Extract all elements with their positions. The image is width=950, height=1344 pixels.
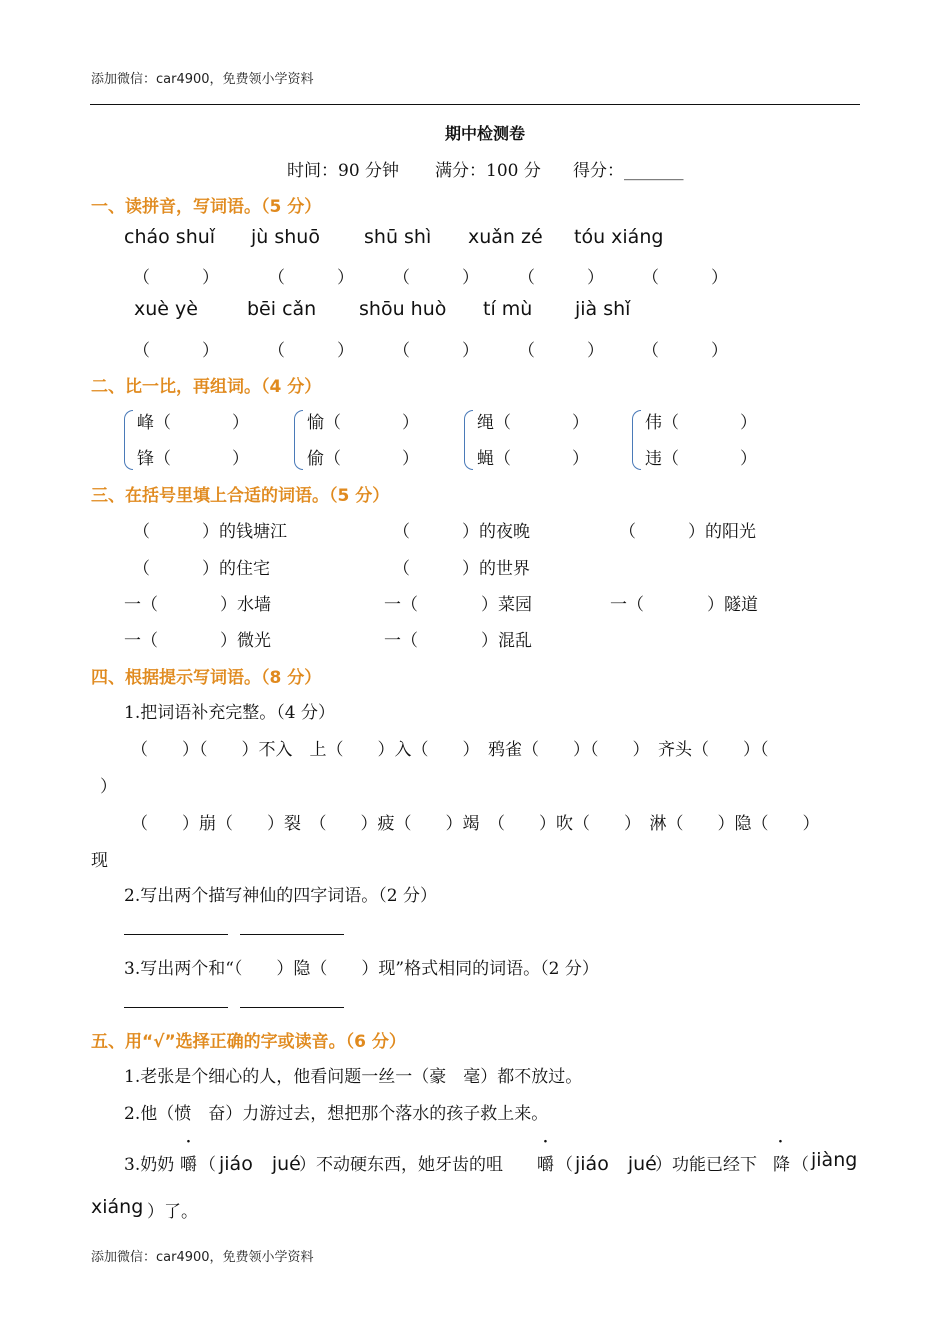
answer-blank[interactable] bbox=[124, 1007, 228, 1008]
close-paren: ） bbox=[587, 268, 604, 288]
header-rule bbox=[90, 104, 860, 105]
q53-char: 降 bbox=[773, 1155, 790, 1175]
fill-paren: 一（ bbox=[384, 631, 418, 651]
fill-text: ）的世界 bbox=[462, 559, 530, 579]
fill-text: ）隧道 bbox=[707, 595, 758, 615]
pinyin-7: bēi cǎn bbox=[247, 298, 317, 320]
q53-text: （ bbox=[556, 1155, 573, 1175]
open-paren: （ bbox=[393, 341, 410, 361]
idiom-line-1: （ ）（ ）不入 上（ ）入（ ） 鸦雀（ ）（ ） 齐头（ ）（ bbox=[131, 740, 769, 760]
pinyin-2: jù shuō bbox=[251, 226, 320, 248]
compare-close: ） bbox=[232, 449, 249, 469]
fill-paren: （ bbox=[393, 522, 410, 542]
emphasis-dot: · bbox=[543, 1134, 548, 1150]
fill-paren: （ bbox=[393, 559, 410, 579]
answer-blank[interactable] bbox=[240, 934, 344, 935]
question-4-2: 2.写出两个描写神仙的四字词语。（2 分） bbox=[124, 886, 437, 906]
compare-top: 伟（ bbox=[645, 413, 679, 433]
close-paren: ） bbox=[337, 268, 354, 288]
close-paren: ） bbox=[202, 268, 219, 288]
open-paren: （ bbox=[268, 341, 285, 361]
open-paren: （ bbox=[642, 268, 659, 288]
compare-close: ） bbox=[402, 449, 419, 469]
close-paren: ） bbox=[202, 341, 219, 361]
idiom-line-2-wrap: 现 bbox=[91, 851, 108, 871]
info-full: 满分：100 分 bbox=[435, 161, 541, 181]
q53-text: 3.奶奶 bbox=[124, 1155, 175, 1175]
close-paren: ） bbox=[462, 268, 479, 288]
pinyin-8: shōu huò bbox=[359, 298, 447, 320]
section4-heading: 四、根据提示写词语。（8 分） bbox=[91, 668, 322, 688]
compare-top: 峰（ bbox=[137, 413, 171, 433]
question-5-1: 1.老张是个细心的人，他看问题一丝一（豪 毫）都不放过。 bbox=[124, 1067, 583, 1087]
answer-blank[interactable] bbox=[124, 934, 228, 935]
pinyin-4: xuǎn zé bbox=[468, 226, 543, 248]
q53-text: ）功能已经下 bbox=[655, 1155, 757, 1175]
pinyin-6: xuè yè bbox=[134, 298, 198, 320]
q53-text: ）了。 bbox=[147, 1202, 198, 1222]
brace-icon bbox=[632, 410, 641, 470]
idiom-line-1-wrap: ） bbox=[100, 777, 117, 797]
fill-text: ）的夜晚 bbox=[462, 522, 530, 542]
q53-text: （ bbox=[199, 1155, 216, 1175]
open-paren: （ bbox=[518, 268, 535, 288]
pinyin-3: shū shì bbox=[364, 226, 432, 248]
compare-close: ） bbox=[740, 413, 757, 433]
emphasis-dot: · bbox=[778, 1134, 783, 1150]
compare-close: ） bbox=[232, 413, 249, 433]
section3-heading: 三、在括号里填上合适的词语。（5 分） bbox=[91, 486, 390, 506]
fill-text: ）的阳光 bbox=[688, 522, 756, 542]
info-score: 得分：_______ bbox=[573, 161, 684, 181]
fill-paren: 一（ bbox=[124, 595, 158, 615]
close-paren: ） bbox=[462, 341, 479, 361]
q53-char: 嚼 bbox=[537, 1155, 554, 1175]
compare-close: ） bbox=[740, 449, 757, 469]
q53-text: ）不动硬东西，她牙齿的咀 bbox=[299, 1155, 503, 1175]
fill-text: ）的钱塘江 bbox=[202, 522, 287, 542]
fill-paren: 一（ bbox=[384, 595, 418, 615]
section1-heading: 一、读拼音，写词语。（5 分） bbox=[91, 197, 322, 217]
q53-pinyin-option: xiáng bbox=[91, 1196, 144, 1218]
compare-top: 愉（ bbox=[307, 413, 341, 433]
page-title: 期中检测卷 bbox=[445, 124, 526, 143]
brace-icon bbox=[124, 410, 133, 470]
compare-top: 绳（ bbox=[477, 413, 511, 433]
pinyin-10: jià shǐ bbox=[575, 298, 631, 320]
q53-pinyin-option: jiáo jué bbox=[219, 1153, 301, 1175]
fill-paren: 一（ bbox=[124, 631, 158, 651]
emphasis-dot: · bbox=[186, 1134, 191, 1150]
fill-paren: （ bbox=[133, 522, 150, 542]
compare-bottom: 偷（ bbox=[307, 449, 341, 469]
fill-text: ）的住宅 bbox=[202, 559, 270, 579]
question-4-3: 3.写出两个和“（ ）隐（ ）现”格式相同的词语。（2 分） bbox=[124, 959, 599, 979]
question-4-1: 1.把词语补充完整。（4 分） bbox=[124, 703, 335, 723]
brace-icon bbox=[294, 410, 303, 470]
pinyin-9: tí mù bbox=[483, 298, 533, 320]
q53-text: （ bbox=[792, 1155, 809, 1175]
compare-bottom: 蝇（ bbox=[477, 449, 511, 469]
compare-bottom: 锋（ bbox=[137, 449, 171, 469]
question-5-2: 2.他（愤 奋）力游过去，想把那个落水的孩子救上来。 bbox=[124, 1104, 549, 1124]
q53-char: 嚼 bbox=[180, 1155, 197, 1175]
section2-heading: 二、比一比，再组词。（4 分） bbox=[91, 377, 322, 397]
q53-pinyin-option: jiáo jué bbox=[575, 1153, 657, 1175]
open-paren: （ bbox=[268, 268, 285, 288]
compare-close: ） bbox=[402, 413, 419, 433]
open-paren: （ bbox=[133, 341, 150, 361]
open-paren: （ bbox=[642, 341, 659, 361]
close-paren: ） bbox=[587, 341, 604, 361]
pinyin-5: tóu xiáng bbox=[574, 226, 664, 248]
compare-close: ） bbox=[572, 413, 589, 433]
open-paren: （ bbox=[133, 268, 150, 288]
open-paren: （ bbox=[393, 268, 410, 288]
pinyin-1: cháo shuǐ bbox=[124, 226, 216, 248]
open-paren: （ bbox=[518, 341, 535, 361]
info-time: 时间：90 分钟 bbox=[287, 161, 400, 181]
q53-pinyin-option: jiàng bbox=[811, 1149, 858, 1171]
footer-note: 添加微信：car4900，免费领小学资料 bbox=[91, 1250, 314, 1265]
header-note: 添加微信：car4900，免费领小学资料 bbox=[91, 72, 314, 87]
fill-text: ）水墙 bbox=[220, 595, 271, 615]
fill-paren: 一（ bbox=[610, 595, 644, 615]
fill-text: ）菜园 bbox=[481, 595, 532, 615]
section5-heading: 五、用“√”选择正确的字或读音。（6 分） bbox=[91, 1032, 406, 1052]
close-paren: ） bbox=[337, 341, 354, 361]
fill-paren: （ bbox=[133, 559, 150, 579]
answer-blank[interactable] bbox=[240, 1007, 344, 1008]
fill-text: ）混乱 bbox=[481, 631, 532, 651]
close-paren: ） bbox=[711, 341, 728, 361]
compare-bottom: 违（ bbox=[645, 449, 679, 469]
compare-close: ） bbox=[572, 449, 589, 469]
close-paren: ） bbox=[711, 268, 728, 288]
idiom-line-2: （ ）崩（ ）裂 （ ）疲（ ）竭 （ ）吹（ ） 淋（ ）隐（ ） bbox=[131, 814, 820, 834]
fill-paren: （ bbox=[619, 522, 636, 542]
brace-icon bbox=[464, 410, 473, 470]
fill-text: ）微光 bbox=[220, 631, 271, 651]
